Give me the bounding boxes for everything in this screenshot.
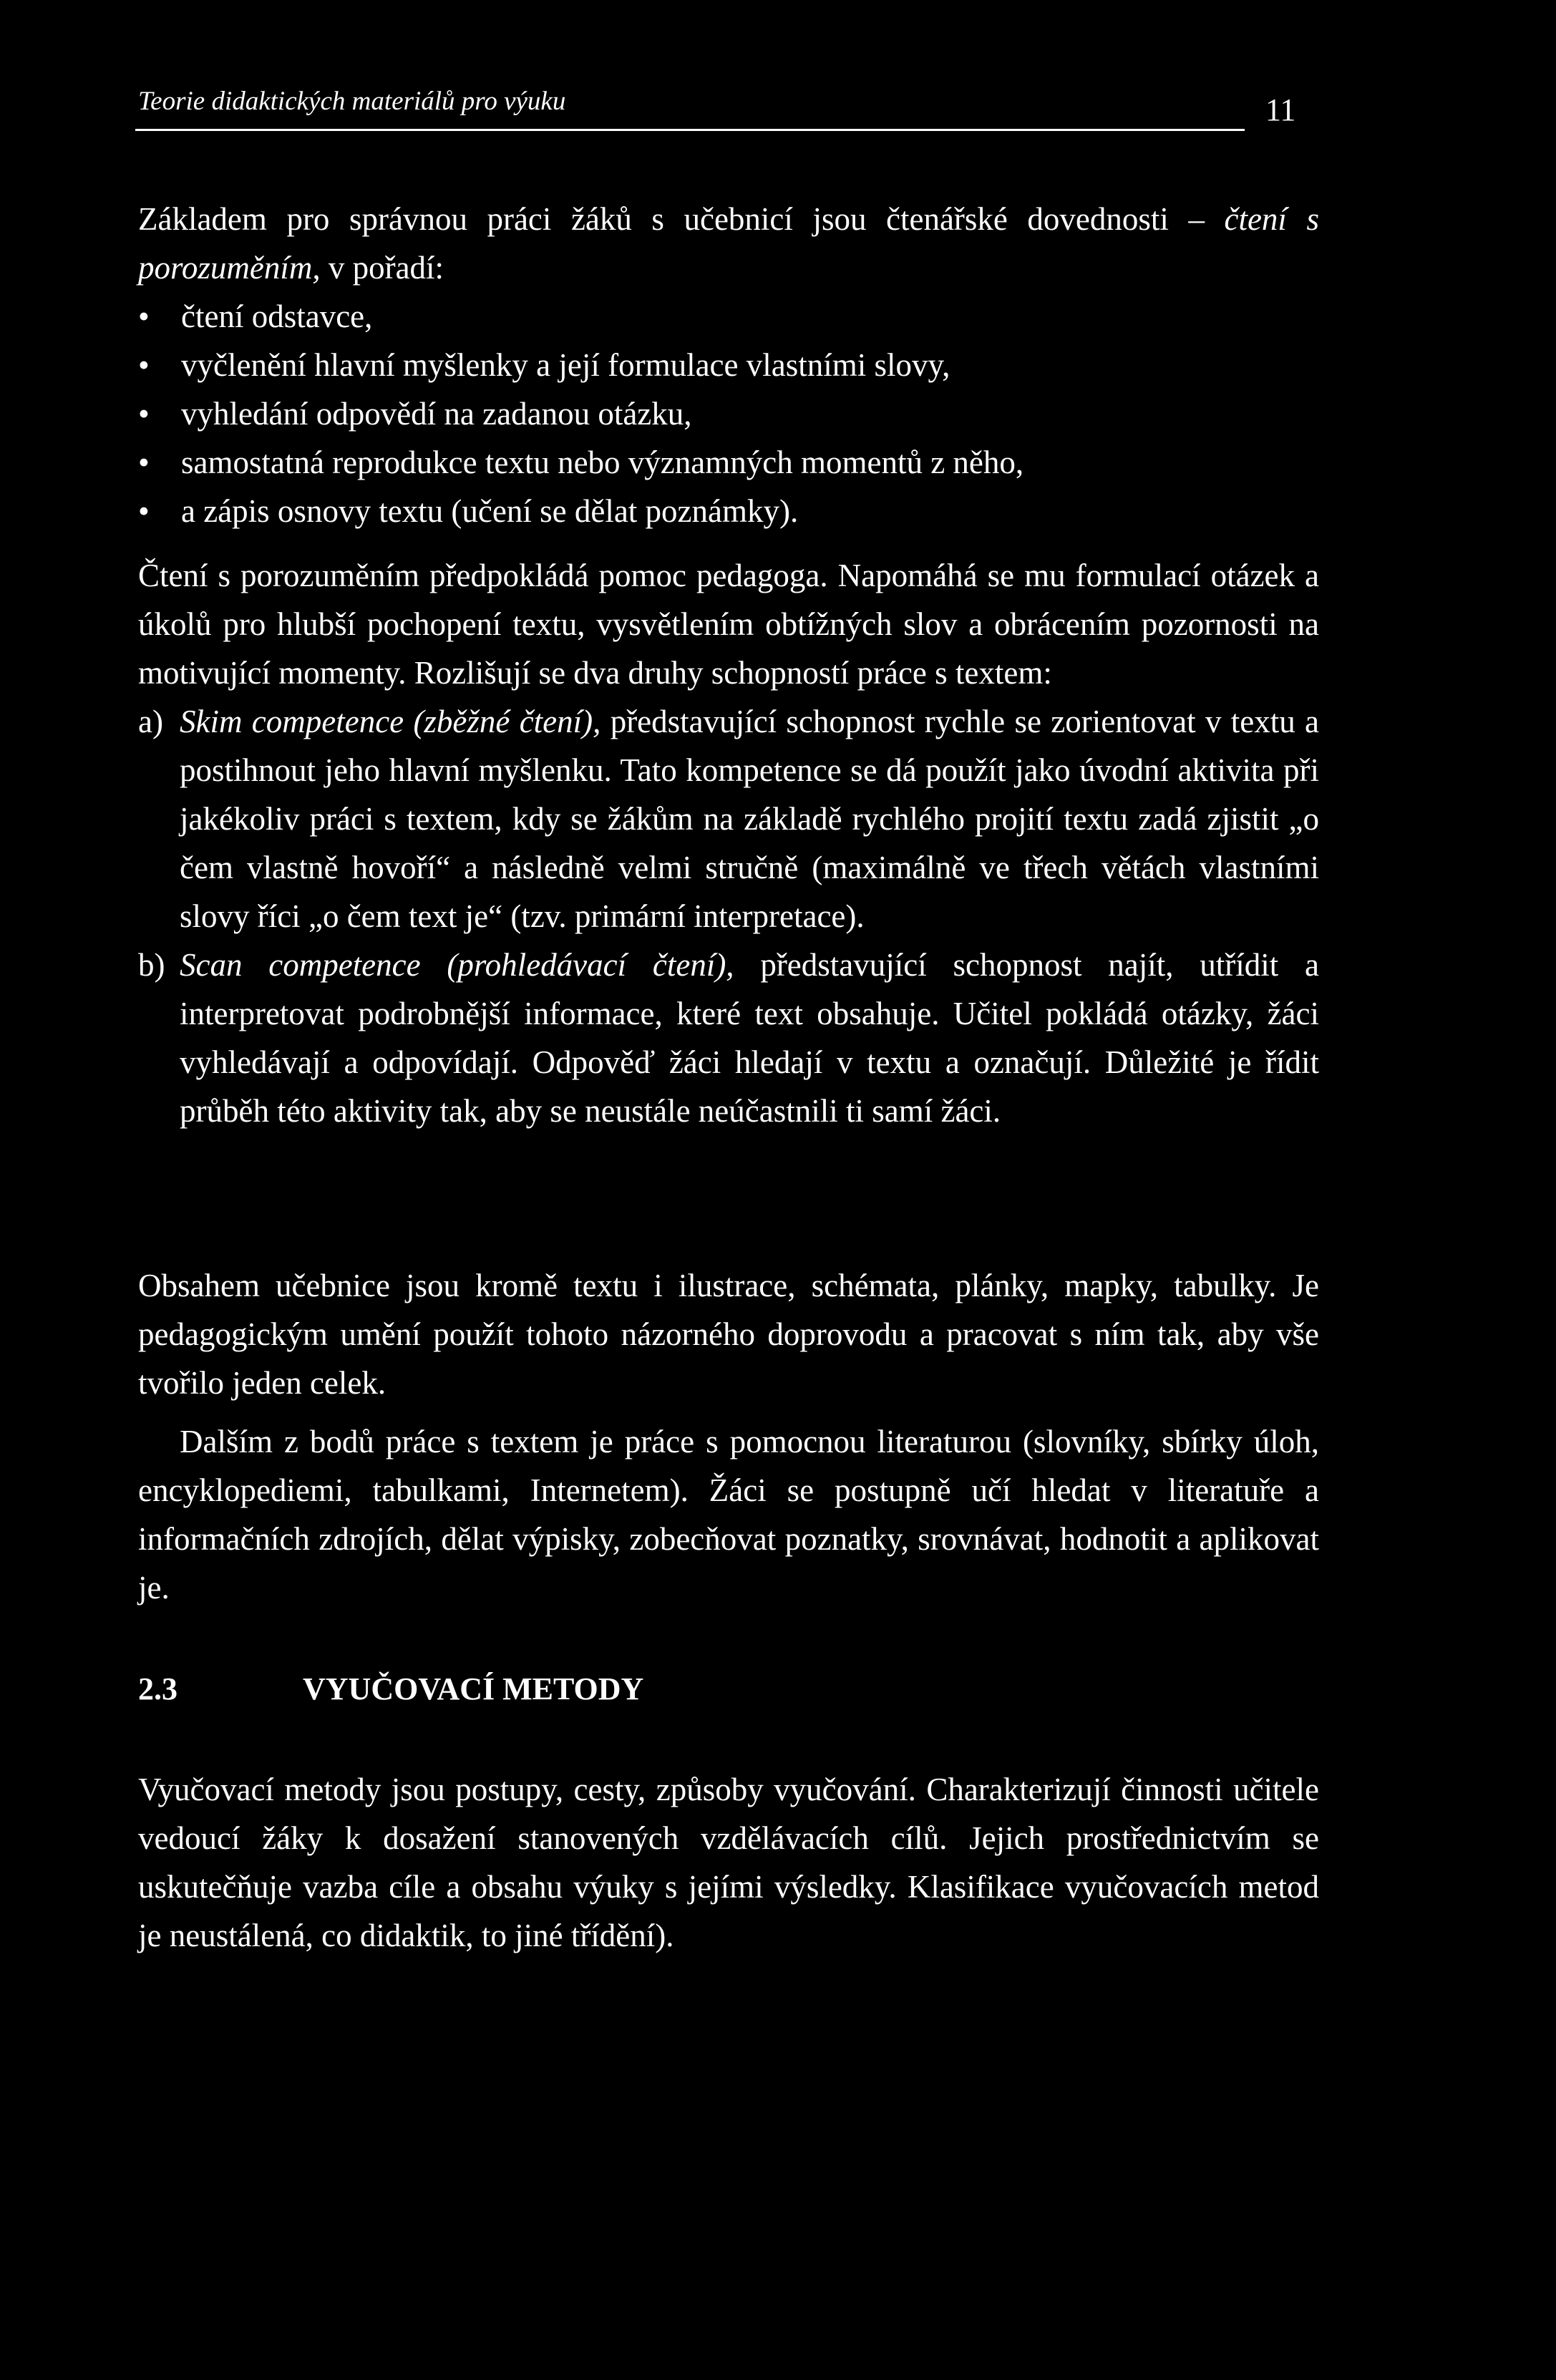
section-number: 2.3 [138, 1671, 178, 1706]
item-b-term: Scan competence (prohledávací čtení), [180, 947, 734, 983]
list-item: • samostatná reprodukce textu nebo významných momentů z něho, [138, 438, 1319, 487]
list-item: • a zápis osnovy textu (učení se dělat poznámky). [138, 487, 1319, 535]
item-b [138, 941, 1319, 1135]
intro-section [138, 195, 1319, 535]
intro-emphasis: čtení s porozuměním, [138, 201, 1319, 286]
list-item: • čtení odstavce, [138, 292, 1319, 341]
item-a-body [180, 697, 1319, 941]
header-rule [135, 129, 1245, 131]
item-a-text: představující schopnost rychle se zorientovat v textu a postihnout jeho hlavní myšlenku. Tato kompetence se dá použít jako úvodní aktivita při jakékoliv práci s textem, kdy se žákům na základě rychlého projití textu zadá zjistit „o čem vlastně hovoří“ a následně velmi stručně (maximálně ve třech větách vlastními slovy říci „o čem text je“ (tzv. primární interpretace). [180, 704, 1319, 934]
item-b-text: představující schopnost najít, utřídit a interpretovat podrobnější informace, které text obsahuje. Učitel pokládá otázky, žáci vyhledávají a odpovídají. Odpověď žáci hledají v textu a označují. Důležité je řídit průběh této aktivity tak, aby se neustále neúčastnili ti samí žáci. [180, 947, 1319, 1129]
skills-list [138, 292, 1319, 535]
reading-paragraph: Čtení s porozuměním předpokládá pomoc pedagoga. Napomáhá se mu formulací otázek a úkolů pro hlubší pochopení textu, vysvětlením obtížných slov a obrácením pozornosti na motivující momenty. Rozlišují se dva druhy schopností práce s textem: [138, 558, 1319, 691]
section-heading [138, 1669, 643, 1709]
contents-paragraph: Obsahem učebnice jsou kromě textu i ilustrace, schémata, plánky, mapky, tabulky. Je pedagogickým umění použít tohoto názorného doprovodu a pracovat s ním tak, aby vše tvořilo jeden celek. [138, 1268, 1319, 1401]
page-number: 11 [1265, 92, 1296, 127]
list-item: • vyhledání odpovědí na zadanou otázku, [138, 389, 1319, 438]
section-title: VYUČOVACÍ METODY [303, 1671, 644, 1706]
item-a-term: Skim competence (zběžné čtení), [180, 704, 601, 739]
item-b-body [180, 941, 1319, 1135]
intro-text-c: v pořadí: [320, 250, 444, 286]
running-title: Teorie didaktických materiálů pro výuku [138, 87, 566, 116]
reading-section [138, 551, 1319, 1135]
item-a [138, 697, 1319, 941]
intro-text-a: Základem pro správnou práci žáků s učebnicí jsou čtenářské dovednosti – [138, 201, 1225, 237]
methods-paragraph: Vyučovací metody jsou postupy, cesty, způsoby vyučování. Charakterizují činnosti učitele vedoucí žáky k dosažení stanovených vzdělávacích cílů. Jejich prostřednictvím se uskutečňuje vazba cíle a obsahu výuky s jejími výsledky. Klasifikace vyučovacích metod je neustálená, co didaktik, to jiné třídění). [138, 1772, 1319, 1953]
list-item: • vyčlenění hlavní myšlenky a její formulace vlastními slovy, [138, 341, 1319, 389]
item-b-marker: b) [138, 947, 165, 983]
intro-paragraph [138, 195, 1319, 292]
literature-paragraph: Dalším z bodů práce s textem je práce s pomocnou literaturou (slovníky, sbírky úloh, encyklopediemi, tabulkami, Internetem). Žáci se postupně učí hledat v literatuře a informačních zdrojích, dělat výpisky, zobecňovat poznatky, srovnávat, hodnotit a aplikovat je. [138, 1424, 1319, 1606]
item-a-marker: a) [138, 704, 163, 739]
